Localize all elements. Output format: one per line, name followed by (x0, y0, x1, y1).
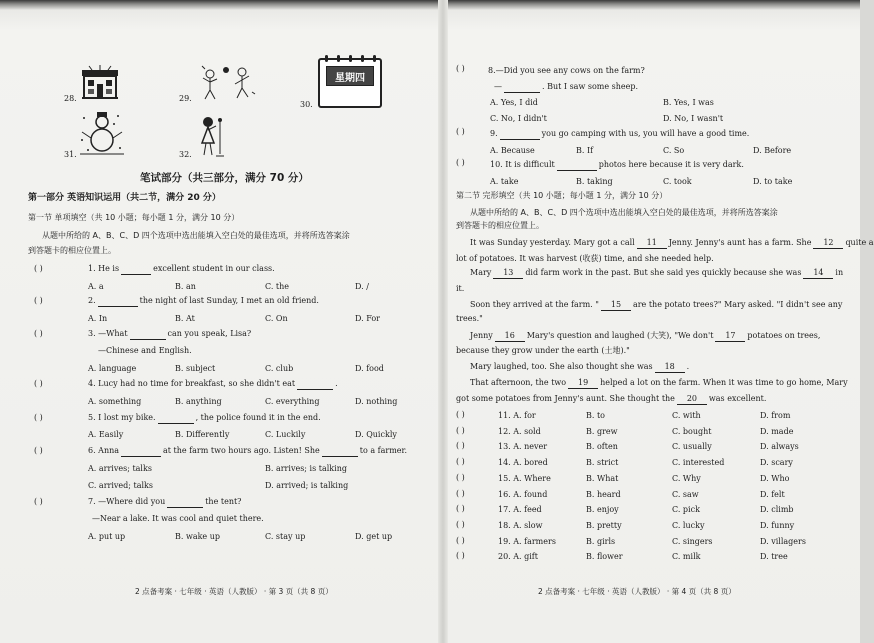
children-playing-icon (196, 64, 258, 102)
option-b: B. taking (576, 177, 613, 186)
question-stem: 9. you go camping with us, you will have a good time. (490, 129, 750, 138)
cloze-option-a: 13. A. never (498, 442, 548, 452)
cloze-option-a: 15. A. Where (498, 473, 551, 483)
option-a: A. In (88, 314, 108, 323)
option-a: A. take (490, 177, 519, 186)
page-footer: 2 点备考案 · 七年级 · 英语（人教版） · 第 3 页（共 8 页） (135, 587, 333, 596)
cloze-option-b: B. to (586, 411, 605, 420)
cloze-option-b: B. often (586, 442, 618, 452)
cloze-option-a: 12. A. sold (498, 426, 541, 436)
question-stem: 5. I lost my bike. , the police found it in the end. (88, 413, 321, 422)
cloze-option-b: B. heard (586, 489, 621, 499)
answer-paren: ( ) (456, 457, 465, 467)
option-d: D. Before (753, 146, 792, 155)
cloze-option-b: B. flower (586, 552, 623, 562)
cloze-option-c: C. milk (672, 552, 701, 562)
option-d: D. arrived; is talking (265, 481, 349, 490)
cloze-option-a: 19. A. farmers (498, 536, 556, 546)
option-c: C. stay up (265, 532, 306, 541)
answer-paren: ( ) (456, 441, 465, 451)
cloze-option-b: B. What (586, 473, 619, 483)
sec2-instruction: 到答题卡的相应位置上。 (456, 221, 544, 230)
passage-line: It was Sunday yesterday. Mary got a call 11 Jenny. Jenny's aunt has a farm. She 12 quite a (470, 238, 874, 247)
passage-line: Soon they arrived at the farm. " 15 are the potato trees?" Mary asked. "I didn't see any (470, 300, 843, 309)
passage-line: lot of potatoes. It was harvest (收获) time, and she needed help. (456, 254, 714, 263)
answer-paren: ( ) (456, 158, 465, 167)
option-c: C. the (265, 282, 290, 291)
question-stem: 7. —Where did you the tent? (88, 497, 242, 506)
cloze-option-a: 14. A. bored (498, 458, 548, 468)
question-stem: 4. Lucy had no time for breakfast, so she didn't eat . (88, 379, 338, 388)
option-a: A. put up (88, 532, 126, 541)
cloze-option-d: D. felt (760, 489, 785, 499)
answer-paren: ( ) (456, 535, 465, 545)
cloze-option-a: 17. A. feed (498, 505, 542, 515)
answer-paren: ( ) (34, 446, 43, 455)
answer-paren: ( ) (456, 488, 465, 498)
option-c: C. Luckily (265, 430, 306, 439)
passage-line: because they grow under the earth (土地)." (456, 346, 630, 355)
question-reply: — . But I saw some sheep. (494, 82, 639, 91)
calendar-icon (318, 58, 382, 108)
cloze-option-b: B. pretty (586, 520, 622, 530)
house-icon (78, 62, 122, 102)
answer-paren: ( ) (34, 379, 43, 388)
option-b: B. If (576, 146, 594, 155)
sec1-instruction: 从题中所给的 A、B、C、D 四个选项中选出能填入空白处的最佳选项，并将所选答案涂 (42, 231, 350, 240)
question-stem: 6. Anna at the farm two hours ago. Listen! She to a farmer. (88, 446, 408, 455)
cloze-option-b: B. enjoy (586, 505, 619, 515)
picture-number: 30. (300, 100, 313, 109)
option-d: D. nothing (355, 397, 398, 406)
answer-paren: ( ) (34, 329, 43, 338)
answer-paren: ( ) (34, 264, 43, 273)
question-stem: 1. He is excellent student in our class. (88, 264, 275, 273)
picture-number: 32. (179, 150, 192, 159)
question-stem: 2. the night of last Sunday, I met an old friend. (88, 296, 319, 305)
passage-line: That afternoon, the two 19 helped a lot on the farm. When it was time to go home, Mary (470, 378, 848, 387)
cloze-option-d: D. Who (760, 473, 790, 483)
passage-line: Mary laughed, too. She also thought she was 18 . (470, 362, 690, 371)
question-reply: —Chinese and English. (98, 346, 192, 355)
option-c: C. So (663, 146, 685, 155)
option-c: C. everything (265, 397, 320, 406)
cloze-option-a: 18. A. slow (498, 520, 543, 530)
option-a: A. Yes, I did (490, 98, 538, 107)
option-a: A. Easily (88, 430, 124, 439)
option-d: D. / (355, 282, 369, 291)
cloze-option-b: B. girls (586, 536, 616, 546)
cloze-option-d: D. villagers (760, 536, 806, 546)
cloze-option-a: 16. A. found (498, 489, 548, 499)
cloze-option-c: C. with (672, 411, 701, 420)
cloze-option-c: C. lucky (672, 520, 705, 530)
cloze-option-d: D. always (760, 442, 799, 452)
cloze-option-c: C. bought (672, 426, 712, 436)
answer-paren: ( ) (34, 413, 43, 422)
answer-paren: ( ) (456, 472, 465, 482)
calendar-day-label: 星期四 (326, 66, 374, 86)
cloze-option-c: C. singers (672, 536, 713, 546)
cloze-option-b: B. strict (586, 458, 619, 468)
question-stem: 3. —What can you speak, Lisa? (88, 329, 252, 338)
answer-paren: ( ) (456, 504, 465, 514)
picture-number: 29. (179, 94, 192, 103)
option-d: D. For (355, 314, 380, 323)
page-spine (438, 0, 448, 643)
answer-paren: ( ) (456, 425, 465, 435)
option-b: B. arrives; is talking (265, 464, 347, 473)
passage-line: it. (456, 284, 465, 293)
cloze-option-d: D. tree (760, 552, 788, 562)
cloze-option-c: C. pick (672, 505, 700, 515)
answer-paren: ( ) (456, 127, 465, 136)
option-b: B. Differently (175, 430, 230, 439)
picture-number: 31. (64, 150, 77, 159)
answer-paren: ( ) (34, 497, 43, 506)
cloze-option-d: D. from (760, 411, 791, 420)
answer-paren: ( ) (34, 296, 43, 305)
answer-paren: ( ) (456, 410, 465, 419)
option-b: B. subject (175, 364, 216, 373)
option-a: A. something (88, 397, 142, 406)
option-c: C. No, I didn't (490, 114, 547, 123)
girl-singing-icon (196, 114, 230, 158)
option-b: B. Yes, I was (663, 98, 714, 107)
passage-line: trees." (456, 314, 483, 323)
option-d: D. get up (355, 532, 393, 541)
answer-paren: ( ) (456, 551, 465, 561)
right-page (448, 0, 874, 643)
cloze-option-b: B. grew (586, 426, 618, 436)
option-b: B. At (175, 314, 195, 323)
question-stem: 8.—Did you see any cows on the farm? (488, 66, 645, 75)
cloze-option-c: C. usually (672, 442, 712, 452)
passage-line: Mary 13 did farm work in the past. But she said yes quickly because she was 14 in (470, 268, 844, 277)
cloze-option-c: C. interested (672, 458, 725, 468)
option-b: B. anything (175, 397, 222, 406)
part1-title: 第一部分 英语知识运用（共二节，满分 20 分） (28, 193, 221, 203)
picture-number: 28. (64, 94, 77, 103)
option-a: A. arrives; talks (88, 464, 152, 473)
option-a: A. language (88, 364, 137, 373)
sec2-instruction: 从题中所给的 A、B、C、D 四个选项中选出能填入空白处的最佳选项，并将所选答案涂 (470, 208, 778, 217)
cloze-option-d: D. climb (760, 505, 794, 515)
answer-paren: ( ) (456, 519, 465, 529)
page-footer: 2 点备考案 · 七年级 · 英语（人教版） · 第 4 页（共 8 页） (538, 587, 736, 596)
question-reply: —Near a lake. It was cool and quiet there. (92, 514, 264, 523)
sec1-instruction: 到答题卡的相应位置上。 (28, 246, 116, 255)
cloze-option-d: D. made (760, 426, 794, 436)
cloze-option-c: C. saw (672, 489, 699, 499)
sec1-title: 第一节 单项填空（共 10 小题；每小题 1 分，满分 10 分） (28, 213, 240, 222)
option-d: D. to take (753, 177, 793, 186)
section-title: 笔试部分（共三部分，满分 70 分） (140, 172, 309, 184)
option-c: C. On (265, 314, 288, 323)
option-d: D. Quickly (355, 430, 397, 439)
option-d: D. No, I wasn't (663, 114, 724, 123)
question-stem: 10. It is difficult photos here because it is very dark. (490, 160, 744, 169)
option-c: C. club (265, 364, 294, 373)
snowman-icon (78, 110, 126, 156)
option-a: A. a (88, 282, 104, 291)
cloze-option-c: C. Why (672, 473, 701, 483)
option-b: B. an (175, 282, 196, 291)
sec2-title: 第二节 完形填空（共 10 小题；每小题 1 分，满分 10 分） (456, 191, 668, 200)
answer-paren: ( ) (456, 64, 465, 73)
option-c: C. took (663, 177, 692, 186)
cloze-option-d: D. scary (760, 458, 793, 468)
option-b: B. wake up (175, 532, 220, 541)
cloze-option-d: D. funny (760, 520, 795, 530)
option-c: C. arrived; talks (88, 481, 154, 490)
option-d: D. food (355, 364, 384, 373)
passage-line: got some potatoes from Jenny's aunt. She thought the 20 was excellent. (456, 394, 767, 403)
cloze-option-a: 11. A. for (498, 411, 536, 420)
cloze-option-a: 20. A. gift (498, 552, 538, 562)
passage-line: Jenny 16 Mary's question and laughed (大笑), "We don't 17 potatoes on trees, (470, 331, 821, 340)
option-a: A. Because (490, 146, 535, 155)
